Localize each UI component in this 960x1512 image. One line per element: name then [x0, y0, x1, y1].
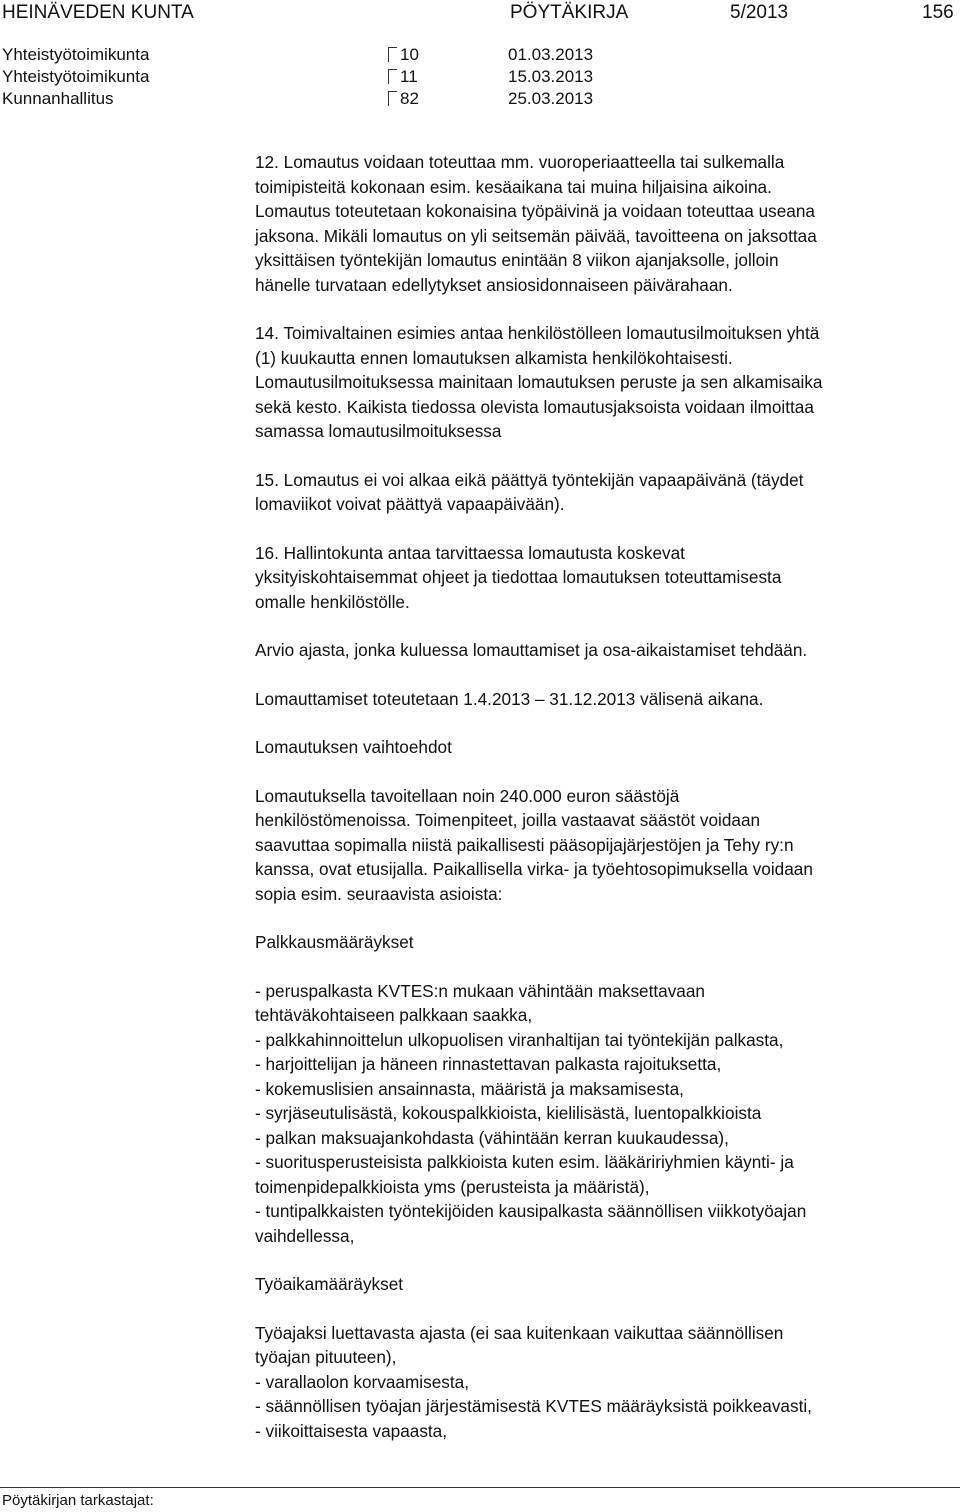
text-line: 14. Toimivaltainen esimies antaa henkilöstölleen lomautusilmoituksen yhtä: [255, 323, 820, 343]
text-line: hänelle turvataan edellytykset ansiosidonnaiseen päivärahaan.: [255, 274, 733, 295]
paragraph-14: [255, 321, 955, 444]
text-line: 16. Hallintokunta antaa tarvittaessa lomautusta koskevat: [255, 542, 685, 563]
meeting-date: 15.03.2013: [508, 67, 594, 86]
municipality-name: HEINÄVEDEN KUNTA: [2, 2, 194, 23]
meeting-body: Yhteistyötoimikunta: [2, 67, 150, 86]
document-type: PÖYTÄKIRJA: [510, 2, 629, 23]
page-number: 156: [922, 2, 954, 23]
document-body: [255, 150, 955, 1443]
text-line: henkilöstömenoissa. Toimenpiteet, joilla vastaavat säästöt voidaan: [255, 810, 761, 830]
list-item: - kokemuslisien ansainnasta, määristä ja maksamisesta,: [255, 1078, 684, 1099]
text-line: 12. Lomautus voidaan toteuttaa mm. vuoroperiaatteella tai sulkemalla: [255, 152, 785, 172]
text-line: lomaviikot voivat päättyä vapaapäivään).: [255, 494, 565, 514]
text-line: Lomautusilmoituksessa mainitaan lomautuksen peruste ja sen alkamisaika: [255, 372, 823, 392]
list-item: - viikoittaisesta vapaasta,: [255, 1420, 448, 1441]
list-item: - säännöllisen työajan järjestämisestä KVTES määräyksistä poikkeavasti,: [255, 1396, 812, 1416]
text-line: Lomautus toteutetaan kokonaisina työpäivinä ja voidaan toteuttaa useana: [255, 201, 815, 221]
list-item: Työajaksi luettavasta ajasta (ei saa kuitenkaan vaikuttaa säännöllisen: [255, 1322, 784, 1343]
list-item: - syrjäseutulisästä, kokouspalkkioista, kielilisästä, luentopalkkioista: [255, 1103, 762, 1123]
text-line: samassa lomautusilmoituksessa: [255, 421, 502, 441]
issue-number: 5/2013: [730, 2, 789, 23]
list-item: - palkkahinnoittelun ulkopuolisen viranhaltijan tai työntekijän palkasta,: [255, 1029, 784, 1050]
list-item: toimenpidepalkkioista yms (perusteista ja määristä),: [255, 1176, 650, 1197]
list-item: - tuntipalkkaisten työntekijöiden kausipalkasta säännöllisen viikkotyöajan: [255, 1201, 807, 1221]
text-line: toimipisteitä kokonaan esim. kesäaikana tai muina hiljaisina aikoina.: [255, 176, 772, 197]
bracket-mark: [388, 91, 397, 106]
text-line: sekä kesto. Kaikista tiedossa olevista lomautusjaksoista voidaan ilmoittaa: [255, 396, 814, 417]
section-number: 10: [400, 45, 419, 64]
paragraph-12: [255, 150, 955, 297]
meeting-date: 01.03.2013: [508, 45, 594, 64]
section-heading: Työaikamääräykset: [255, 1274, 404, 1294]
list-item: - peruspalkasta KVTES:n mukaan vähintään maksettavaan: [255, 980, 705, 1001]
text-line: saavuttaa sopimalla niistä paikallisesti pääsopijajärjestöjen ja Tehy ry:n: [255, 834, 794, 855]
list-item: vaihdellessa,: [255, 1225, 355, 1246]
list-item: - suoritusperusteisista palkkioista kuten esim. lääkäririyhmien käynti- ja: [255, 1152, 794, 1172]
section-heading: Palkkausmääräykset: [255, 932, 414, 952]
footer-divider: [0, 1487, 960, 1488]
assessment-line: Arvio ajasta, jonka kuluessa lomauttamiset ja osa-aikaistamiset tehdään.: [255, 640, 808, 660]
implementation-period: Lomauttamiset toteutetaan 1.4.2013 – 31.12.2013 välisenä aikana.: [255, 688, 764, 709]
text-line: (1) kuukautta ennen lomautuksen alkamista henkilökohtaisesti.: [255, 347, 733, 368]
text-line: sopia esim. seuraavista asioista:: [255, 883, 503, 904]
text-line: yksittäisen työntekijän lomautus enintään 8 viikon ajanjaksolle, jolloin: [255, 250, 779, 270]
list-item: tehtäväkohtaiseen palkkaan saakka,: [255, 1005, 533, 1025]
savings-target-paragraph: [255, 784, 955, 907]
bracket-mark: [388, 47, 397, 62]
meeting-body: Yhteistyötoimikunta: [2, 45, 150, 64]
text-line: jaksona. Mikäli lomautus on yli seitsemän päivää, tavoitteena on jaksottaa: [255, 225, 817, 246]
working-time-list: [255, 1321, 955, 1444]
list-item: - varallaolon korvaamisesta,: [255, 1371, 469, 1392]
text-line: kanssa, ovat etusijalla. Paikallisella virka- ja työehtosopimuksella voidaan: [255, 859, 813, 879]
pay-provisions-list: [255, 979, 955, 1249]
text-line: omalle henkilöstölle.: [255, 591, 410, 612]
bracket-mark: [388, 69, 397, 84]
paragraph-15: [255, 468, 955, 517]
text-line: 15. Lomautus ei voi alkaa eikä päättyä työntekijän vapaapäivänä (täydet: [255, 469, 804, 490]
meeting-body: Kunnanhallitus: [2, 89, 114, 108]
section-number: 11: [400, 67, 418, 86]
list-item: työajan pituuteen),: [255, 1347, 397, 1367]
paragraph-16: [255, 541, 955, 615]
section-number: 82: [400, 89, 419, 108]
list-item: - harjoittelijan ja häneen rinnastettavan palkasta rajoituksetta,: [255, 1054, 722, 1074]
meeting-date: 25.03.2013: [508, 89, 594, 108]
list-item: - palkan maksuajankohdasta (vähintään kerran kuukaudessa),: [255, 1127, 729, 1148]
section-heading: Lomautuksen vaihtoehdot: [255, 737, 452, 757]
text-line: Lomautuksella tavoitellaan noin 240.000 euron säästöjä: [255, 785, 680, 806]
footer-label: Pöytäkirjan tarkastajat:: [2, 1492, 154, 1509]
text-line: yksityiskohtaisemmat ohjeet ja tiedottaa lomautuksen toteuttamisesta: [255, 567, 782, 587]
